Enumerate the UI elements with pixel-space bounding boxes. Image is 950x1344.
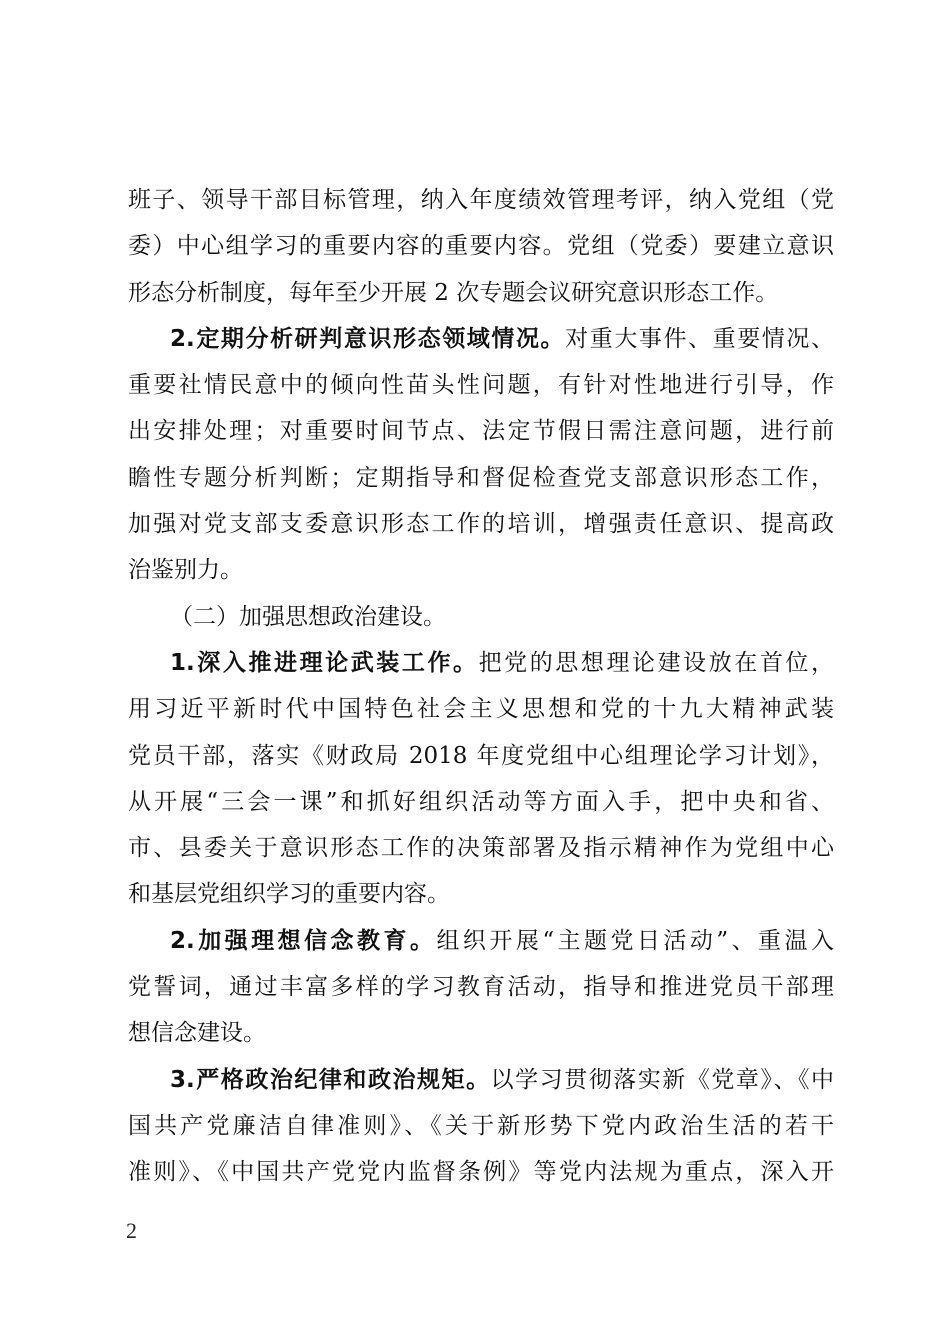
text-line: 准则》、《中国共产党党内监督条例》等党内法规为重点，深入开 — [128, 1159, 834, 1186]
text-line: 用习近平新时代中国特色社会主义思想和党的十九大精神武装 — [128, 696, 834, 723]
item-heading: 2.定期分析研判意识形态领域情况。 — [170, 325, 566, 352]
text-line: 国共产党廉洁自律准则》、《关于新形势下党内政治生活的若干 — [128, 1112, 834, 1139]
document-body — [128, 177, 834, 1196]
section-heading — [128, 594, 834, 640]
numbered-item-paragraph — [128, 1057, 834, 1196]
text-line — [128, 918, 834, 964]
text-line: 党员干部，落实《财政局 2018 年度党组中心组理论学习计划》， — [128, 742, 834, 769]
text-line: 治鉴别力。 — [128, 557, 243, 584]
item-text: 以学习贯彻落实新《党章》、《中 — [490, 1066, 834, 1093]
text-line: 出安排处理；对重要时间节点、法定节假日需注意问题，进行前 — [128, 418, 834, 445]
item-heading: 2.加强理想信念教育。 — [170, 927, 437, 954]
text-line — [128, 1057, 834, 1103]
page-number: 2 — [126, 1218, 137, 1243]
text-line: 从开展“三会一课”和抓好组织活动等方面入手，把中央和省、 — [128, 788, 834, 815]
text-line: 党誓词，通过丰富多样的学习教育活动，指导和推进党员干部理 — [128, 974, 834, 1001]
text-line: 市、县委关于意识形态工作的决策部署及指示精神作为党组中心 — [128, 835, 834, 862]
text-line: 委）中心组学习的重要内容的重要内容。党组（党委）要建立意识 — [128, 233, 834, 260]
text-line — [128, 316, 834, 362]
text-line — [128, 640, 834, 686]
text-line: 重要社情民意中的倾向性苗头性问题，有针对性地进行引导，作 — [128, 372, 834, 399]
item-text: 对重大事件、重要情况、 — [565, 325, 835, 352]
text-line: 班子、领导干部目标管理，纳入年度绩效管理考评，纳入党组（党 — [128, 187, 834, 213]
text-line: 和基层党组织学习的重要内容。 — [128, 881, 450, 908]
item-text: 把党的思想理论建设放在首位， — [478, 649, 835, 676]
item-text: 组织开展“主题党日活动”、重温入 — [436, 927, 834, 954]
paragraph — [128, 177, 834, 316]
text-line: 形态分析制度，每年至少开展 2 次专题会议研究意识形态工作。 — [128, 279, 779, 306]
text-line: 瞻性专题分析判断；定期指导和督促检查党支部意识形态工作， — [128, 464, 834, 491]
numbered-item-paragraph — [128, 640, 834, 918]
text-line: 加强对党支部支委意识形态工作的培训，增强责任意识、提高政 — [128, 511, 834, 538]
text-line: 想信念建设。 — [128, 1020, 266, 1047]
item-heading: 1.深入推进理论武装工作。 — [170, 649, 479, 676]
numbered-item-paragraph — [128, 918, 834, 1057]
numbered-item-paragraph — [128, 316, 834, 594]
section-heading-text: （二）加强思想政治建设。 — [170, 603, 446, 630]
item-heading: 3.严格政治纪律和政治规矩。 — [170, 1066, 491, 1093]
